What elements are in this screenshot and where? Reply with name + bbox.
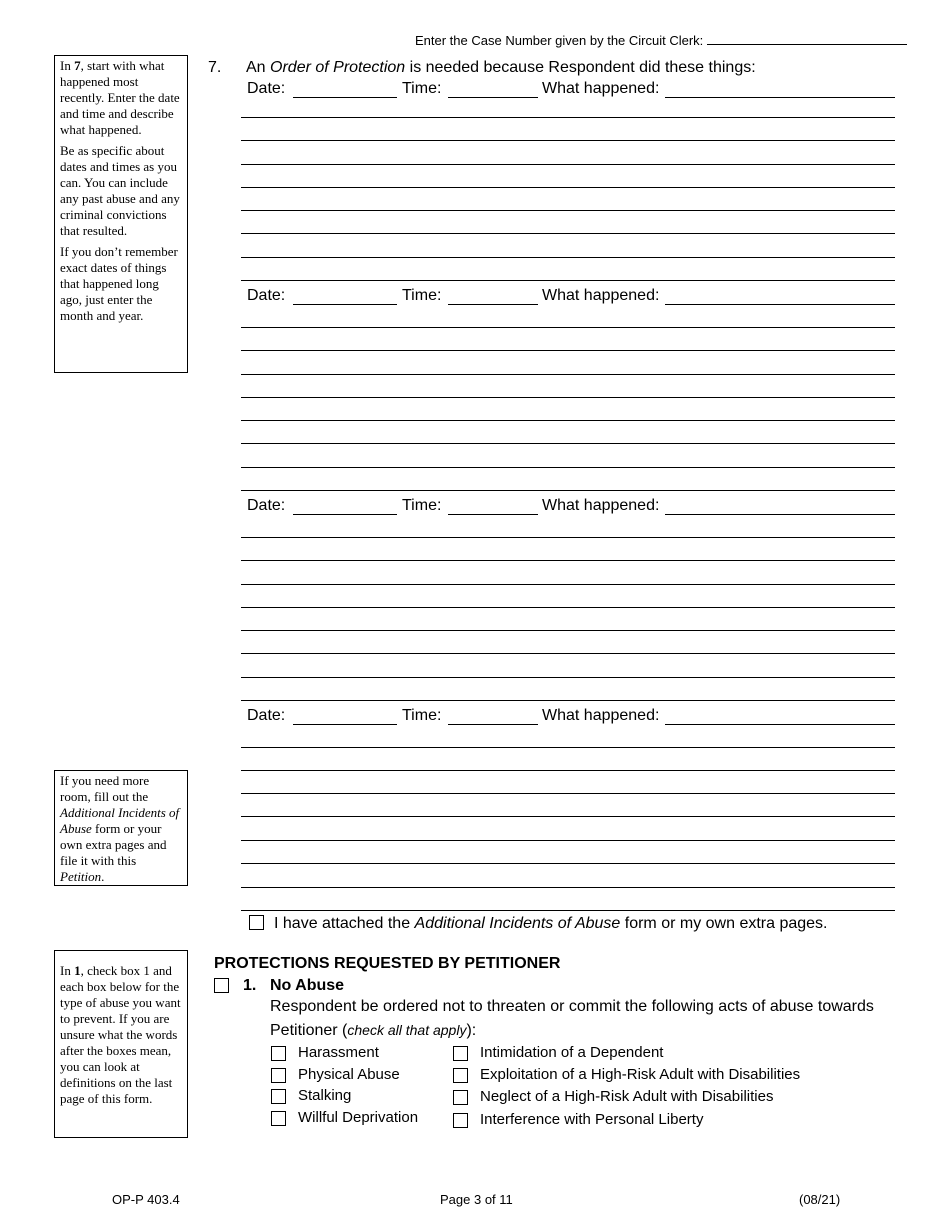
answer-line[interactable]	[241, 747, 895, 748]
time-field[interactable]	[448, 80, 538, 98]
option-checkbox[interactable]	[271, 1089, 286, 1104]
date-field[interactable]	[293, 707, 397, 725]
answer-line[interactable]	[241, 863, 895, 864]
case-number-header	[415, 32, 907, 48]
attachment-statement: I have attached the Additional Incidents of Abuse form or my own extra pages.	[249, 915, 828, 933]
option-checkbox[interactable]	[453, 1090, 468, 1105]
answer-line[interactable]	[241, 677, 895, 678]
time-field[interactable]	[448, 287, 538, 305]
answer-line[interactable]	[241, 840, 895, 841]
answer-line[interactable]	[241, 280, 895, 281]
option-checkbox[interactable]	[453, 1068, 468, 1083]
question-7-heading: 7. An Order of Protection is needed because Respondent did these things:	[208, 59, 756, 76]
option-interference-liberty[interactable]: Interference with Personal Liberty	[453, 1111, 853, 1131]
what-happened-field[interactable]	[665, 497, 895, 515]
date-label: Date:	[247, 80, 286, 97]
form-revision: (08/21)	[799, 1192, 841, 1207]
item-number: 1.	[243, 977, 257, 994]
item-no-abuse	[214, 977, 414, 997]
answer-line[interactable]	[241, 793, 895, 794]
what-happened-label: What happened:	[542, 80, 660, 97]
answer-line[interactable]	[241, 397, 895, 398]
date-field[interactable]	[293, 287, 397, 305]
instruction-exact-dates: If you don’t remember exact dates of things that happened long ago, just enter the month and year.	[60, 244, 178, 323]
answer-line[interactable]	[241, 374, 895, 375]
answer-line[interactable]	[241, 187, 895, 188]
instruction-specific: Be as specific about dates and times as you can. You can include any past abuse and any criminal convictions that resulted.	[60, 143, 180, 238]
case-number-label: Enter the Case Number given by the Circuit Clerk:	[415, 33, 704, 48]
instruction-box-check-abuse: In 1, check box 1 and each box below for the type of abuse you want to prevent. If you are unsure what the words after the boxes mean, you can look at definitions on the last page of this form.	[54, 950, 188, 1138]
item-description-2: Petitioner (check all that apply):	[270, 1022, 477, 1039]
option-intimidation-dependent[interactable]: Intimidation of a Dependent	[453, 1044, 853, 1064]
instruction-box-more-room: If you need more room, fill out the Additional Incidents of Abuse form or your own extra pages and file it with this Petition.	[54, 770, 188, 886]
what-happened-label: What happened:	[542, 497, 660, 514]
case-number-field[interactable]	[707, 32, 907, 45]
option-checkbox[interactable]	[453, 1046, 468, 1061]
no-abuse-checkbox[interactable]	[214, 978, 229, 993]
answer-line[interactable]	[241, 816, 895, 817]
date-label: Date:	[247, 707, 286, 724]
answer-line[interactable]	[241, 164, 895, 165]
answer-line[interactable]	[241, 327, 895, 328]
what-happened-field[interactable]	[665, 287, 895, 305]
answer-line[interactable]	[241, 537, 895, 538]
time-label: Time:	[402, 497, 442, 514]
answer-line[interactable]	[241, 420, 895, 421]
form-id: OP-P 403.4	[112, 1192, 180, 1207]
option-stalking[interactable]: Stalking	[271, 1087, 441, 1107]
option-neglect[interactable]: Neglect of a High-Risk Adult with Disabilities	[453, 1088, 853, 1108]
incident-row	[247, 287, 895, 307]
option-checkbox[interactable]	[271, 1111, 286, 1126]
answer-line[interactable]	[241, 467, 895, 468]
date-field[interactable]	[293, 497, 397, 515]
option-checkbox[interactable]	[271, 1046, 286, 1061]
answer-line[interactable]	[241, 210, 895, 211]
item-title: No Abuse	[270, 977, 345, 994]
time-label: Time:	[402, 707, 442, 724]
answer-line[interactable]	[241, 630, 895, 631]
answer-line[interactable]	[241, 140, 895, 141]
option-physical-abuse[interactable]: Physical Abuse	[271, 1066, 441, 1086]
option-willful-deprivation[interactable]: Willful Deprivation	[271, 1109, 441, 1129]
answer-line[interactable]	[241, 350, 895, 351]
option-harassment[interactable]: Harassment	[271, 1044, 441, 1064]
what-happened-field[interactable]	[665, 707, 895, 725]
incident-row	[247, 80, 895, 100]
answer-line[interactable]	[241, 443, 895, 444]
time-label: Time:	[402, 287, 442, 304]
what-happened-label: What happened:	[542, 707, 660, 724]
incident-row	[247, 707, 895, 727]
answer-line[interactable]	[241, 117, 895, 118]
answer-line[interactable]	[241, 257, 895, 258]
time-label: Time:	[402, 80, 442, 97]
answer-line[interactable]	[241, 584, 895, 585]
answer-line[interactable]	[241, 700, 895, 701]
answer-line[interactable]	[241, 770, 895, 771]
date-field[interactable]	[293, 80, 397, 98]
option-checkbox[interactable]	[453, 1113, 468, 1128]
attachment-checkbox[interactable]	[249, 915, 264, 930]
answer-line[interactable]	[241, 607, 895, 608]
answer-line[interactable]	[241, 490, 895, 491]
time-field[interactable]	[448, 707, 538, 725]
option-exploitation[interactable]: Exploitation of a High-Risk Adult with Disabilities	[453, 1066, 853, 1086]
time-field[interactable]	[448, 497, 538, 515]
page-number: Page 3 of 11	[440, 1192, 513, 1207]
answer-line[interactable]	[241, 560, 895, 561]
answer-line[interactable]	[241, 887, 895, 888]
answer-line[interactable]	[241, 233, 895, 234]
answer-line[interactable]	[241, 653, 895, 654]
option-checkbox[interactable]	[271, 1068, 286, 1083]
incident-row	[247, 497, 895, 517]
what-happened-field[interactable]	[665, 80, 895, 98]
instruction-box-incidents: In 7, start with what happened most recently. Enter the date and time and describe what happened. Be as specific about dates and times as you can. You can include any past abuse and any criminal convictions that resulted. If you don’t remember exact dates of things that happened long ago, just enter the month and year.	[54, 55, 188, 373]
item-description: Respondent be ordered not to threaten or commit the following acts of abuse towards	[270, 998, 874, 1015]
date-label: Date:	[247, 287, 286, 304]
date-label: Date:	[247, 497, 286, 514]
section-title: PROTECTIONS REQUESTED BY PETITIONER	[214, 955, 561, 972]
answer-line[interactable]	[241, 910, 895, 911]
what-happened-label: What happened:	[542, 287, 660, 304]
